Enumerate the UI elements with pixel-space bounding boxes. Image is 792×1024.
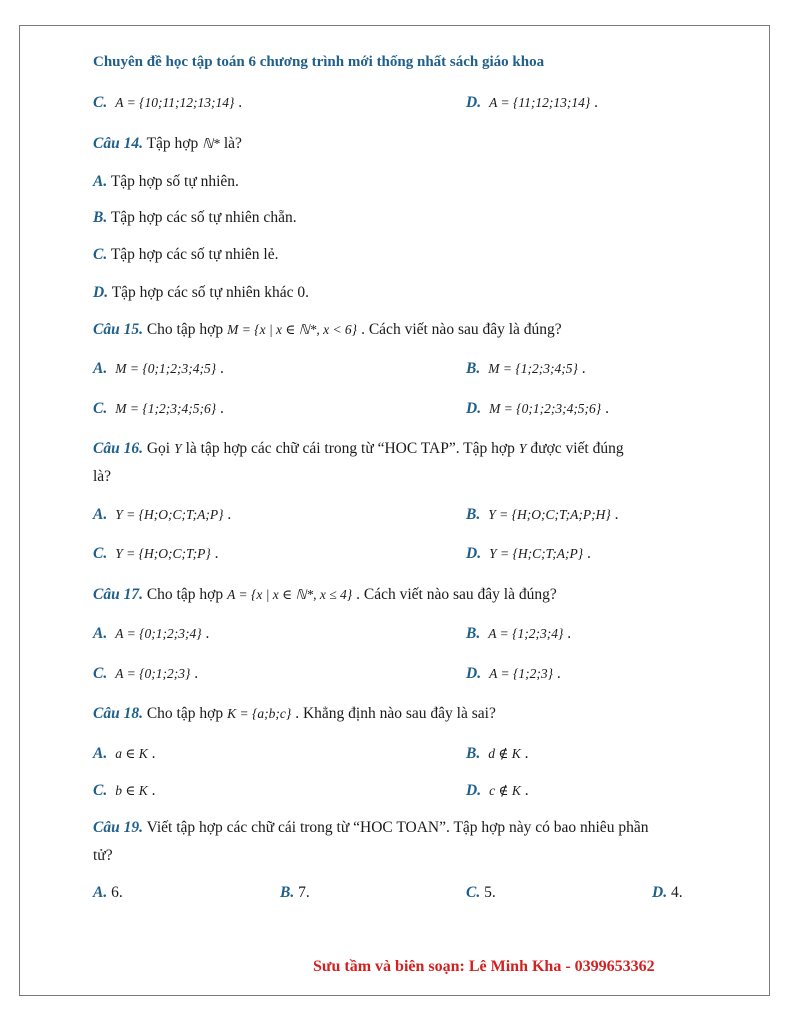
q16-text-b: là tập hợp các chữ cái trong từ “HOC TAP”. Tập hợp bbox=[185, 440, 515, 457]
q17-option-c: C. A = {0;1;2;3} . bbox=[93, 665, 199, 682]
q19-label: Câu 19. bbox=[93, 819, 143, 836]
q13-option-c: C. A = {10;11;12;13;14} . bbox=[93, 94, 243, 111]
q17-option-d: D. A = {1;2;3} . bbox=[466, 665, 561, 682]
q15-math: M = {x | x ∈ ℕ*, x < 6} bbox=[227, 322, 358, 337]
q18-b-label: B. bbox=[466, 745, 481, 762]
q14-b-text: Tập hợp các số tự nhiên chẵn. bbox=[110, 209, 297, 226]
q16-d-label: D. bbox=[466, 545, 482, 562]
q14-math: ℕ* bbox=[202, 136, 220, 151]
q14-stem bbox=[93, 134, 242, 154]
q17-c-label: C. bbox=[93, 665, 108, 682]
q19-stem-line2: tử? bbox=[93, 847, 113, 864]
q13-c-label: C. bbox=[93, 94, 108, 111]
q19-option-a bbox=[93, 883, 123, 903]
q18-stem bbox=[93, 704, 496, 724]
q16-b-label: B. bbox=[466, 506, 481, 523]
q15-c-math: M = {1;2;3;4;5;6} bbox=[115, 401, 217, 416]
q19-option-b bbox=[280, 883, 310, 903]
q16-option-d: D. Y = {H;C;T;A;P} . bbox=[466, 545, 591, 562]
q16-stem bbox=[93, 439, 624, 459]
q18-text-a: Cho tập hợp bbox=[146, 705, 224, 722]
q17-math: A = {x | x ∈ ℕ*, x ≤ 4} bbox=[227, 587, 353, 602]
q13-d-label: D. bbox=[466, 94, 482, 111]
q16-option-c: C. Y = {H;O;C;T;P} . bbox=[93, 545, 219, 562]
q15-text-b: . Cách viết nào sau đây là đúng? bbox=[361, 321, 562, 338]
q16-a-label: A. bbox=[93, 506, 108, 523]
q14-c-text: Tập hợp các số tự nhiên lẻ. bbox=[110, 246, 279, 263]
q17-b-label: B. bbox=[466, 625, 481, 642]
q16-text-a: Gọi bbox=[146, 440, 171, 457]
q14-option-c bbox=[93, 245, 279, 265]
q18-text-b: . Khẳng định nào sau đây là sai? bbox=[295, 705, 496, 722]
q17-label: Câu 17. bbox=[93, 586, 143, 603]
q16-math-y: Y bbox=[174, 441, 182, 456]
q16-text-c: được viết đúng bbox=[530, 440, 624, 457]
q18-c-math: b ∈ K bbox=[115, 783, 148, 798]
q15-label: Câu 15. bbox=[93, 321, 143, 338]
q17-b-math: A = {1;2;3;4} bbox=[488, 626, 564, 641]
q16-b-math: Y = {H;O;C;T;A;P;H} bbox=[488, 507, 611, 522]
q16-option-b: B. Y = {H;O;C;T;A;P;H} . bbox=[466, 506, 619, 523]
q18-math: K = {a;b;c} bbox=[227, 706, 292, 721]
q14-a-label: A. bbox=[93, 173, 108, 190]
q15-c-label: C. bbox=[93, 400, 108, 417]
q15-option-b: B. M = {1;2;3;4;5} . bbox=[466, 360, 586, 377]
q15-a-math: M = {0;1;2;3;4;5} bbox=[115, 361, 217, 376]
q16-option-a: A. Y = {H;O;C;T;A;P} . bbox=[93, 506, 232, 523]
q13-d-math: A = {11;12;13;14} bbox=[489, 95, 591, 110]
author-footer: Sưu tầm và biên soạn: Lê Minh Kha - 0399653362 bbox=[313, 958, 655, 975]
q18-option-b: B. d ∉ K . bbox=[466, 745, 529, 762]
q19-c-text: 5. bbox=[484, 884, 496, 901]
q19-c-label: C. bbox=[466, 884, 481, 901]
q18-option-d: D. c ∉ K . bbox=[466, 782, 529, 799]
q14-option-a bbox=[93, 172, 239, 192]
q15-option-d: D. M = {0;1;2;3;4;5;6} . bbox=[466, 400, 609, 417]
q19-option-d bbox=[652, 883, 683, 903]
q19-b-label: B. bbox=[280, 884, 295, 901]
q17-option-a: A. A = {0;1;2;3;4} . bbox=[93, 625, 210, 642]
q17-a-math: A = {0;1;2;3;4} bbox=[115, 626, 202, 641]
q14-text-b: là? bbox=[223, 135, 242, 152]
q14-b-label: B. bbox=[93, 209, 108, 226]
q16-d-math: Y = {H;C;T;A;P} bbox=[489, 546, 584, 561]
q18-a-math: a ∈ K bbox=[115, 746, 148, 761]
q17-a-label: A. bbox=[93, 625, 108, 642]
q14-label: Câu 14. bbox=[93, 135, 143, 152]
q16-c-math: Y = {H;O;C;T;P} bbox=[115, 546, 211, 561]
q14-text-a: Tập hợp bbox=[146, 135, 199, 152]
q15-d-math: M = {0;1;2;3;4;5;6} bbox=[489, 401, 602, 416]
q19-text: Viết tập hợp các chữ cái trong từ “HOC TOAN”. Tập hợp này có bao nhiêu phần bbox=[146, 819, 649, 836]
q13-c-math: A = {10;11;12;13;14} bbox=[115, 95, 235, 110]
q15-b-label: B. bbox=[466, 360, 481, 377]
q16-a-math: Y = {H;O;C;T;A;P} bbox=[115, 507, 224, 522]
q19-d-label: D. bbox=[652, 884, 668, 901]
q15-text-a: Cho tập hợp bbox=[146, 321, 224, 338]
q19-stem bbox=[93, 818, 648, 838]
q15-d-label: D. bbox=[466, 400, 482, 417]
q17-d-label: D. bbox=[466, 665, 482, 682]
q13-option-d: D. A = {11;12;13;14} . bbox=[466, 94, 598, 111]
q18-a-label: A. bbox=[93, 745, 108, 762]
q16-c-label: C. bbox=[93, 545, 108, 562]
q15-b-math: M = {1;2;3;4;5} bbox=[488, 361, 578, 376]
document-header: Chuyên đề học tập toán 6 chương trình mới thống nhất sách giáo khoa bbox=[93, 54, 545, 70]
q14-option-d bbox=[93, 283, 309, 303]
q17-option-b: B. A = {1;2;3;4} . bbox=[466, 625, 572, 642]
q17-d-math: A = {1;2;3} bbox=[489, 666, 553, 681]
q14-a-text: Tập hợp số tự nhiên. bbox=[110, 173, 239, 190]
q19-a-text: 6. bbox=[111, 884, 123, 901]
q15-stem bbox=[93, 320, 562, 340]
q16-label: Câu 16. bbox=[93, 440, 143, 457]
q17-c-math: A = {0;1;2;3} bbox=[115, 666, 191, 681]
q16-stem-line2: là? bbox=[93, 468, 112, 485]
q18-label: Câu 18. bbox=[93, 705, 143, 722]
q15-option-c: C. M = {1;2;3;4;5;6} . bbox=[93, 400, 224, 417]
q19-option-c bbox=[466, 883, 496, 903]
q18-d-label: D. bbox=[466, 782, 482, 799]
q19-d-text: 4. bbox=[670, 884, 683, 901]
q14-option-b bbox=[93, 208, 297, 228]
q17-text-b: . Cách viết nào sau đây là đúng? bbox=[356, 586, 557, 603]
q19-b-text: 7. bbox=[298, 884, 310, 901]
q14-d-label: D. bbox=[93, 284, 109, 301]
q14-c-label: C. bbox=[93, 246, 108, 263]
q15-a-label: A. bbox=[93, 360, 108, 377]
q18-option-a: A. a ∈ K . bbox=[93, 745, 156, 762]
q18-d-math: c ∉ K bbox=[489, 783, 521, 798]
q18-option-c: C. b ∈ K . bbox=[93, 782, 156, 799]
q16-math-y2: Y bbox=[518, 441, 527, 456]
q17-text-a: Cho tập hợp bbox=[146, 586, 224, 603]
q19-a-label: A. bbox=[93, 884, 108, 901]
q18-b-math: d ∉ K bbox=[488, 746, 521, 761]
q15-option-a: A. M = {0;1;2;3;4;5} . bbox=[93, 360, 224, 377]
q18-c-label: C. bbox=[93, 782, 108, 799]
q14-d-text: Tập hợp các số tự nhiên khác 0. bbox=[111, 284, 310, 301]
q17-stem bbox=[93, 585, 557, 605]
